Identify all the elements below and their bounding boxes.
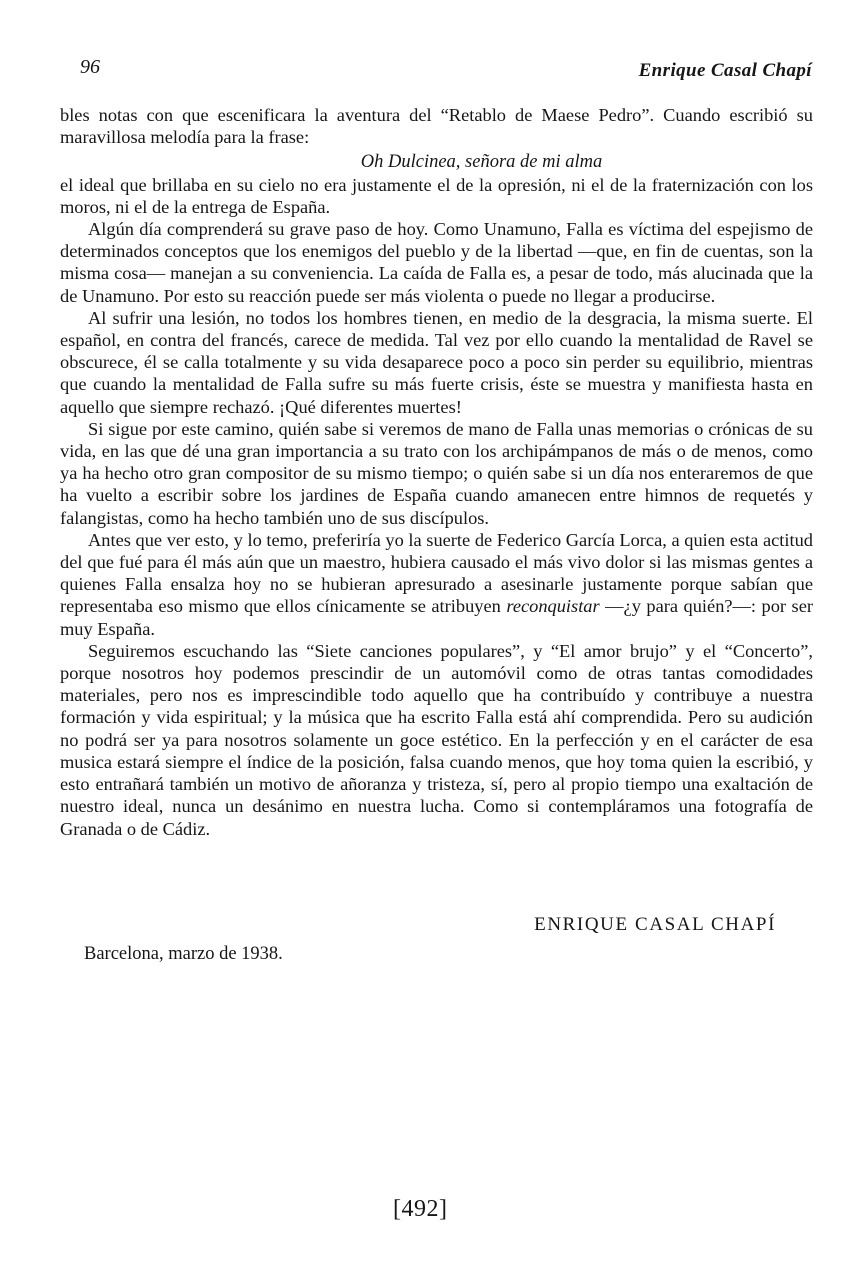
paragraph-conclusion: Seguiremos escuchando las “Siete canciones populares”, y “El amor brujo” y el “Concerto”, porque nosotros hoy podemos prescindir de un automóvil como de otras tantas comodidades materiales, pero nos es imprescindible todo aquello que ha contribuído y contribuye a nuestra formación y vida espiritual; y la música que ha escrito Falla está ahí comprendida. Pero su audición no podrá ser ya para nosotros solamente un goce estético. En la perfección y en el carácter de esa musica estará siempre el índice de la posición, falsa cuando menos, que hoy toma quien la escribió, y esto entrañará también un motivo de añoranza y tristeza, sí, pero al propio tiempo una exaltación de nuestro ideal, nunca un desánimo en nuestra lucha. Como si contempláramos una fotografía de Granada o de Cádiz. [60,640,813,839]
page-number: 96 [80,56,100,78]
paragraph-ideal: el ideal que brillaba en su cielo no era justamente el de la opresión, ni el de la fraternización con los moros, ni el de la entrega de España. [60,174,813,217]
paragraph-memorias: Si sigue por este camino, quién sabe si veremos de mano de Falla unas memorias o crónicas de su vida, en las que dé una gran importancia a su trato con los archipámpanos de más o de menos, como ya ha hecho otro gran compositor de su mismo tiempo; o quién sabe si un día nos enteraremos de que ha vuelto a escribir sobre los jardines de España cuando amanecen entre himnos de requetés y falangistas, como ha hecho también uno de sus discípulos. [60,418,813,528]
paragraph-ravel: Al sufrir una lesión, no todos los hombres tienen, en medio de la desgracia, la misma suerte. El español, en contra del francés, carece de medida. Tal vez por ello cuando la mentalidad de Ravel se obscurece, él se calla totalmente y su vida desaparece poco a poco sin perder su equilibrio, mientras que cuando la mentalidad de Falla sufre su más fuerte crisis, éste se muestra y manifiesta hasta en aquello que siempre rechazó. ¡Qué diferentes muertes! [60,307,813,417]
running-head: Enrique Casal Chapí [638,60,812,81]
paragraph-continuation: bles notas con que escenificara la aventura del “Retablo de Maese Pedro”. Cuando escribió su maravillosa melodía para la frase: [60,105,813,148]
paragraph-lorca-ending: —¿y para quién?—: por ser muy España. [60,596,813,639]
article-body [60,104,813,840]
italic-word-reconquistar: reconquistar [506,596,600,617]
author-signature: ENRIQUE CASAL CHAPÍ [534,914,776,935]
place-date: Barcelona, marzo de 1938. [84,944,283,964]
paragraph-lorca [60,529,813,640]
folio-number: [492] [393,1196,448,1222]
quoted-verse: Oh Dulcinea, señora de mi alma [360,152,603,173]
paragraph-unamuno: Algún día comprenderá su grave paso de hoy. Como Unamuno, Falla es víctima del espejismo de determinados conceptos que los enemigos del pueblo y de la libertad —que, en fin de cuentas, son la misma cosa— manejan a su conveniencia. La caída de Falla es, a pesar de todo, más alucinada que la de Unamuno. Por esto su reacción puede ser más violenta o puede no llegar a producirse. [60,219,813,306]
paragraph-lorca-text: Antes que ver esto, y lo temo, preferiría yo la suerte de Federico García Lorca, a quien esta actitud del que fué para él más aún que un maestro, hubiera causado el más vivo dolor si las mismas gentes a quienes Falla ensalza hoy no se hubieran apresurado a asesinarle justamente porque sabían que representaba eso mismo que ellos cínicamente se atribuyen [60,529,813,617]
